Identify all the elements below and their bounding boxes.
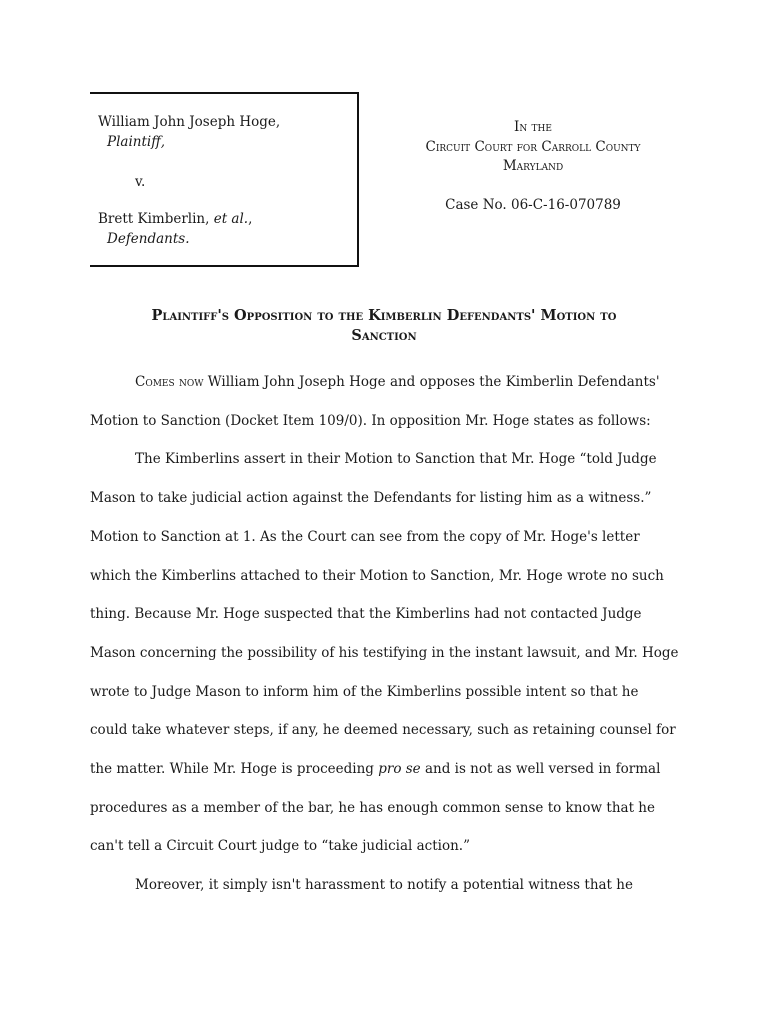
paragraph-2-text-b: and is not as well versed in formal procedures as a member of the bar, he has enough common sense to know that he can't tell a Circuit Court judge to “take judicial action.”: [90, 761, 661, 855]
defendant-name: Brett Kimberlin: [98, 211, 206, 227]
paragraph-1-lead: Comes now: [135, 374, 204, 390]
plaintiff-role-line: Plaintiff,: [107, 134, 166, 150]
court-heading: [376, 118, 690, 215]
paragraph-2-text-a: The Kimberlins assert in their Motion to Sanction that Mr. Hoge “told Judge Mason to take judicial action against the Defendants for listing him as a witness.” Motion to Sanction at 1. As the Court can see from the copy of Mr. Hoge's letter which the Kimberlins attached to their Motion to Sanction, Mr. Hoge wrote no such thing. Because Mr. Hoge suspected that the Kimberlins had not contacted Judge Mason concerning the possibility of his testifying in the instant lawsuit, and Mr. Hoge wrote to Judge Mason to inform him of the Kimberlins possible intent so that he could take whatever steps, if any, he deemed necessary, such as retaining counsel for the matter. While Mr. Hoge is proceeding: [90, 451, 679, 778]
plaintiff-role: Plaintiff: [107, 134, 161, 150]
case-number: Case No. 06-C-16-070789: [445, 196, 621, 213]
paragraph-1-text: William John Joseph Hoge and opposes the Kimberlin Defendants' Motion to Sanction (Docket Item 109/0). In opposition Mr. Hoge states as follows:: [90, 374, 660, 429]
plaintiff-name: William John Joseph Hoge: [98, 114, 276, 130]
plaintiff-line: William John Joseph Hoge,: [98, 114, 281, 130]
paragraph-1: [90, 363, 680, 440]
paragraph-3: Moreover, it simply isn't harassment to notify a potential witness that he: [135, 877, 633, 894]
defendant-role: Defendants: [107, 231, 186, 247]
document-title: [90, 306, 678, 346]
paragraph-2: [90, 440, 680, 866]
defendant-etal: et al.: [213, 211, 249, 227]
document-body: [90, 363, 680, 905]
paragraph-2-italic: pro se: [378, 761, 421, 778]
defendant-role-line: Defendants.: [107, 231, 190, 247]
versus: v.: [135, 174, 146, 190]
defendant-line: Brett Kimberlin, et al.,: [98, 211, 253, 227]
title-line-2: Sanction: [351, 327, 417, 344]
court-line-in-the: In the: [514, 119, 552, 135]
case-caption-box: [90, 92, 359, 267]
court-state: Maryland: [502, 158, 564, 174]
court-name: Circuit Court for Carroll County: [425, 138, 641, 155]
title-line-1: Plaintiff's Opposition to the Kimberlin Defendants' Motion to: [151, 307, 617, 324]
